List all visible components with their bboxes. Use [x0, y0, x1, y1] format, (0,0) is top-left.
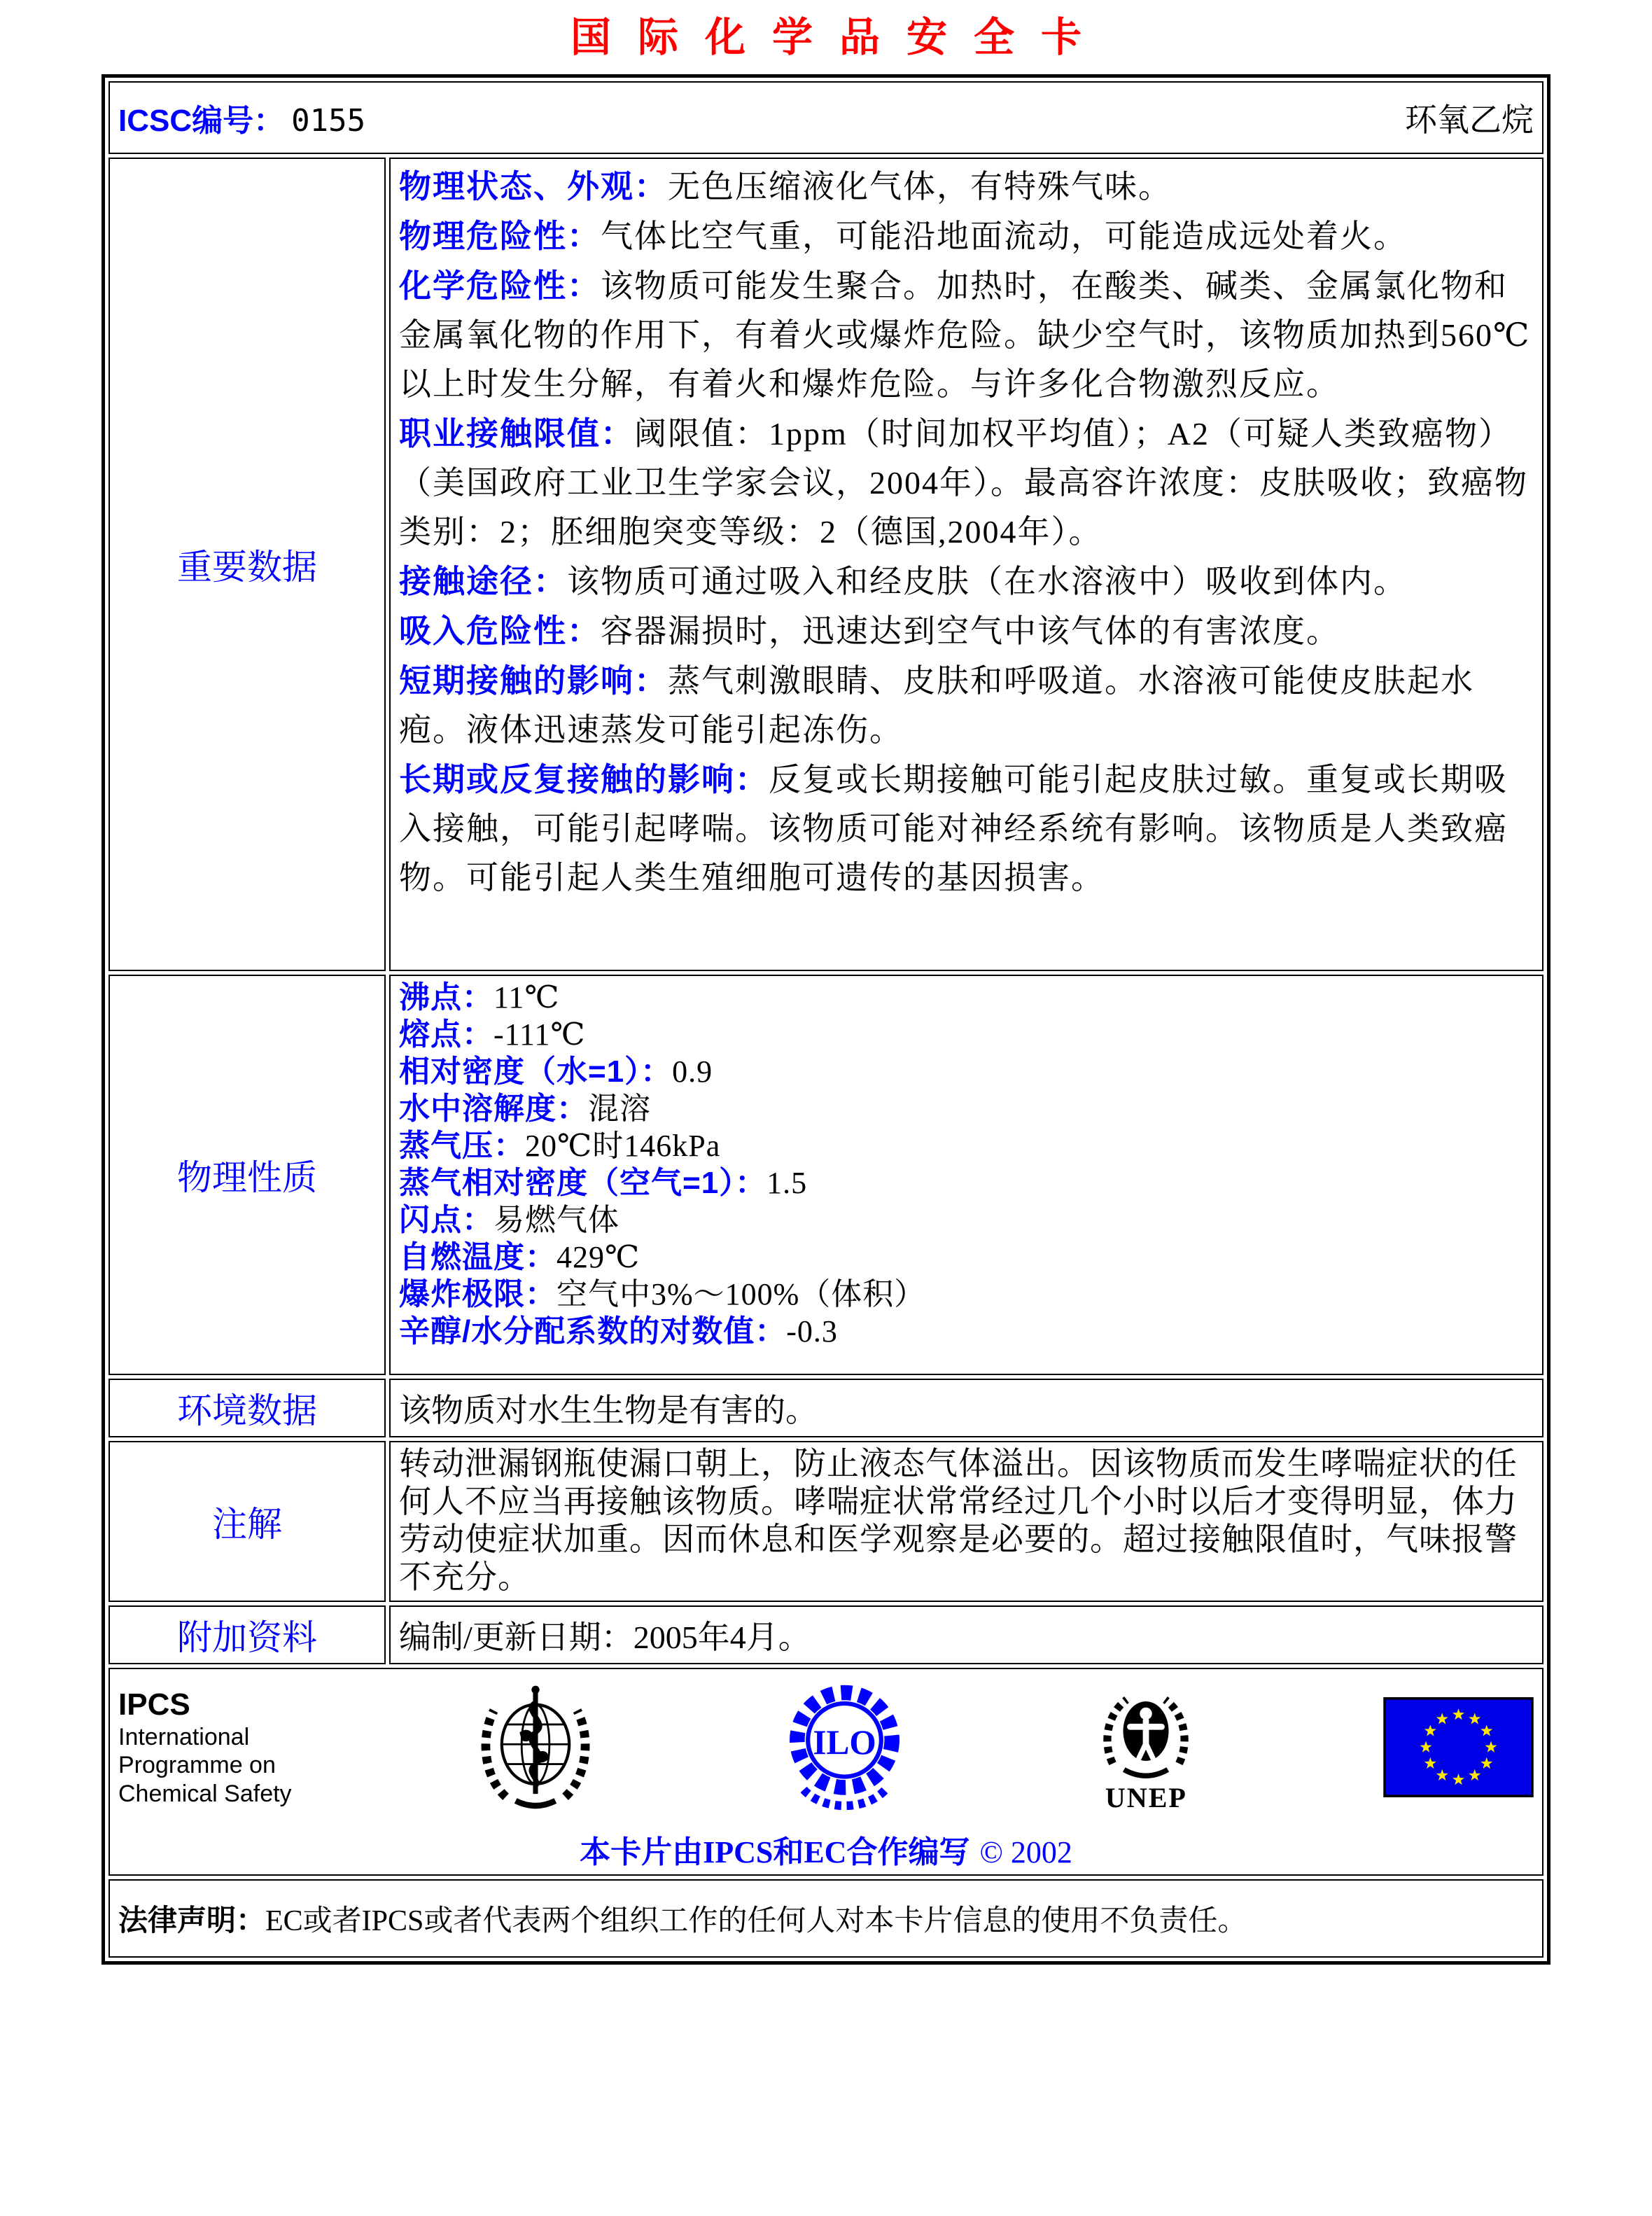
additional-info-row-label: 附加资料 [108, 1605, 386, 1664]
notes-row-label: 注解 [108, 1441, 386, 1602]
legal-notice [108, 1879, 1544, 1958]
physical-item-melting-point: 熔点：-111℃ [399, 1017, 586, 1052]
important-item-physical-danger: 物理危险性：气体比空气重，可能沿地面流动，可能造成远处着火。 [399, 218, 1407, 254]
organization-logos [118, 1672, 1534, 1823]
physical-item-water-solubility: 水中溶解度：混溶 [399, 1092, 651, 1126]
physical-properties-row-label: 物理性质 [108, 975, 386, 1375]
physical-item-explosive-limits: 爆炸极限：空气中3%～100%（体积） [399, 1277, 926, 1311]
icsc-card-table [102, 74, 1550, 1965]
important-data-row [108, 158, 1544, 971]
important-item-physical-state: 物理状态、外观：无色压缩液化气体，有特殊气味。 [399, 168, 1172, 204]
important-item-long-term-effects: 长期或反复接触的影响：反复或长期接触可能引起皮肤过敏。重复或长期吸入接触，可能引起哮喘。该物质可能对神经系统有影响。该物质是人类致癌物。可能引起人类生殖细胞可遗传的基因损害。 [399, 761, 1508, 896]
important-item-exposure-limits: 职业接触限值：阈限值：1ppm（时间加权平均值）；A2（可疑人类致癌物）（美国政府工业卫生学家会议，2004年）。最高容许浓度：皮肤吸收；致癌物类别：2；胚细胞突变等级：2（德国,2004年）。 [399, 415, 1528, 550]
additional-info-content: 编制/更新日期：2005年4月。 [389, 1605, 1544, 1664]
card-header [118, 85, 1534, 150]
chemical-name: 环氧乙烷 [1405, 102, 1534, 138]
logos-row [108, 1668, 1544, 1876]
legal-row [108, 1879, 1544, 1958]
physical-item-vapor-pressure: 蒸气压：20℃时146kPa [399, 1129, 721, 1163]
icsc-number-label: ICSC编号： [118, 104, 285, 138]
legal-notice-text: EC或者IPCS或者代表两个组织工作的任何人对本卡片信息的使用不负责任。 [265, 1905, 1247, 1937]
important-item-inhalation-risk: 吸入危险性：容器漏损时，迅速达到空气中该气体的有害浓度。 [399, 613, 1340, 649]
icsc-number-value: 0155 [291, 103, 366, 139]
important-item-exposure-routes: 接触途径：该物质可通过吸入和经皮肤（在水溶液中）吸收到体内。 [399, 563, 1407, 599]
physical-properties-content [389, 975, 1544, 1375]
unep-logo-text: UNEP [1105, 1782, 1187, 1813]
eu-flag-icon [1383, 1697, 1534, 1797]
physical-item-relative-density: 相对密度（水=1）：0.9 [399, 1054, 713, 1089]
ipcs-acronym: IPCS [118, 1687, 190, 1722]
important-item-short-term-effects: 短期接触的影响：蒸气刺激眼睛、皮肤和呼吸道。水溶液可能使皮肤起水疱。液体迅速蒸发可能引起冻伤。 [399, 662, 1474, 748]
notes-content: 转动泄漏钢瓶使漏口朝上，防止液态气体溢出。因该物质而发生哮喘症状的任何人不应当再接触该物质。哮喘症状常常经过几个小时以后才变得明显，体力劳动使症状加重。因而休息和医学观察是必要的。超过接触限值时，气味报警不充分。 [389, 1441, 1544, 1602]
ilo-logo-text: ILO [813, 1722, 876, 1762]
unep-logo-block [1093, 1680, 1198, 1814]
legal-notice-label: 法律声明： [118, 1904, 266, 1937]
environmental-data-row [108, 1379, 1544, 1437]
who-logo-icon [476, 1679, 595, 1816]
physical-item-vapor-relative-density: 蒸气相对密度（空气=1）：1.5 [399, 1166, 808, 1200]
physical-properties-row [108, 975, 1544, 1375]
physical-item-octanol-water-partition: 辛醇/水分配系数的对数值：-0.3 [399, 1314, 838, 1349]
additional-info-row [108, 1605, 1544, 1664]
physical-item-flash-point: 闪点：易燃气体 [399, 1203, 620, 1237]
important-data-content [389, 158, 1544, 971]
copyright-text: © 2002 [979, 1835, 1072, 1869]
environmental-data-content: 该物质对水生生物是有害的。 [389, 1379, 1544, 1437]
header-row [108, 81, 1544, 154]
physical-item-autoignition-temperature: 自燃温度：429℃ [399, 1240, 640, 1274]
page-title: 国际化学品安全卡 [570, 15, 1108, 60]
physical-item-boiling-point: 沸点：11℃ [399, 980, 560, 1015]
ipcs-text-block: IPCS International Programme on Chemical Safety [118, 1687, 292, 1807]
important-data-row-label: 重要数据 [108, 158, 386, 971]
icsc-number-group [118, 95, 365, 140]
caption-text: 本卡片由IPCS和EC合作编写 [580, 1835, 970, 1869]
notes-row [108, 1441, 1544, 1602]
environmental-data-row-label: 环境数据 [108, 1379, 386, 1437]
unep-logo-icon [1093, 1680, 1198, 1785]
ilo-logo-icon [780, 1678, 909, 1818]
important-item-chemical-danger: 化学危险性：该物质可能发生聚合。加热时，在酸类、碱类、金属氯化物和金属氧化物的作用下，有着火或爆炸危险。缺少空气时，该物质加热到560℃以上时发生分解，有着火和爆炸危险。与许多化合物激烈反应。 [399, 267, 1531, 402]
cooperation-caption [118, 1827, 1534, 1872]
